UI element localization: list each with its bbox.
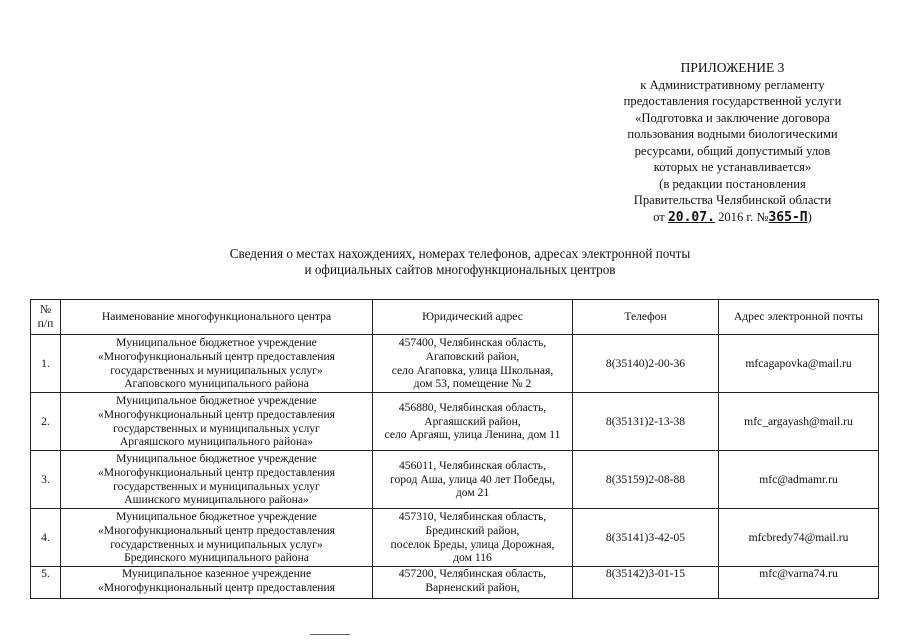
mfc-table (30, 299, 879, 599)
heading-line-1: Сведения о местах нахождениях, номерах телефонов, адресах электронной почты (229, 246, 691, 261)
row-name: Муниципальное бюджетное учреждение «Многофункциональный центр предоставления государственных и муниципальных услуг» Агаповского муниципального района (61, 335, 373, 393)
table-row (31, 335, 879, 393)
row-phone: 8(35141)3-42-05 (573, 509, 719, 567)
row-phone: 8(35140)2-00-36 (573, 335, 719, 393)
appendix-line: Правительства Челябинской области (633, 193, 832, 207)
date-year: 2016 г. № (718, 209, 769, 224)
date-suffix: ) (807, 209, 812, 224)
table-header-row (31, 300, 879, 335)
header-num: № п/п (31, 300, 61, 335)
table-row (31, 509, 879, 567)
header-address: Юридический адрес (373, 300, 573, 335)
appendix-line: к Административному регламенту (640, 77, 825, 92)
row-name: Муниципальное бюджетное учреждение «Многофункциональный центр предоставления государственных и муниципальных услуг» Брединского муниципального района (61, 509, 373, 567)
row-email: mfc@admamr.ru (719, 451, 879, 509)
row-phone: 8(35142)3-01-15 (573, 567, 719, 599)
row-num: 2. (31, 393, 61, 451)
header-phone: Телефон (573, 300, 719, 335)
row-address: 456011, Челябинская область, город Аша, улица 40 лет Победы, дом 21 (373, 451, 573, 509)
appendix-block (560, 60, 905, 226)
appendix-line: которых не устанавливается» (653, 160, 812, 174)
row-address: 456880, Челябинская область, Аргаяшский район, село Аргаяш, улица Ленина, дом 11 (373, 393, 573, 451)
row-email: mfcbredy74@mail.ru (719, 509, 879, 567)
row-phone: 8(35131)2-13-38 (573, 393, 719, 451)
appendix-title: ПРИЛОЖЕНИЕ 3 (680, 60, 785, 75)
table-row (31, 451, 879, 509)
row-name: Муниципальное бюджетное учреждение «Многофункциональный центр предоставления государственных и муниципальных услуг Ашинского муниципального района» (61, 451, 373, 509)
date-prefix: от (653, 209, 665, 224)
row-num: 4. (31, 509, 61, 567)
row-address: 457400, Челябинская область, Агаповский район, село Агаповка, улица Школьная, дом 53, помещение № 2 (373, 335, 573, 393)
handwritten-date: 20.07. (667, 209, 715, 225)
row-phone: 8(35159)2-08-88 (573, 451, 719, 509)
row-email: mfc@varna74.ru (719, 567, 879, 599)
row-num: 5. (31, 567, 61, 599)
document-heading (150, 246, 770, 278)
appendix-line: предоставления государственной услуги (623, 94, 842, 108)
decree-date-line (653, 209, 812, 227)
appendix-line: ресурсами, общий допустимый улов (634, 143, 831, 158)
row-email: mfc_argayash@mail.ru (719, 393, 879, 451)
appendix-line: (в редакции постановления (659, 176, 806, 191)
handwritten-decree-number: 365-П (768, 209, 808, 225)
header-email: Адрес электронной почты (719, 300, 879, 335)
header-name: Наименование многофункционального центра (61, 300, 373, 335)
appendix-line: пользования водными биологическими (627, 127, 838, 141)
row-address: 457310, Челябинская область, Брединский район, поселок Бреды, улица Дорожная, дом 116 (373, 509, 573, 567)
row-num: 1. (31, 335, 61, 393)
appendix-line: «Подготовка и заключение договора (635, 110, 830, 125)
row-num: 3. (31, 451, 61, 509)
row-address: 457200, Челябинская область, Варненский район, (373, 567, 573, 599)
page-bottom-rule (310, 634, 350, 635)
table-row (31, 393, 879, 451)
row-name: Муниципальное бюджетное учреждение «Многофункциональный центр предоставления государственных и муниципальных услуг Аргаяшского муниципального района» (61, 393, 373, 451)
row-name: Муниципальное казенное учреждение «Многофункциональный центр предоставления (61, 567, 373, 599)
table-row (31, 567, 879, 599)
heading-line-2: и официальных сайтов многофункциональных центров (304, 262, 616, 277)
row-email: mfcagapovka@mail.ru (719, 335, 879, 393)
